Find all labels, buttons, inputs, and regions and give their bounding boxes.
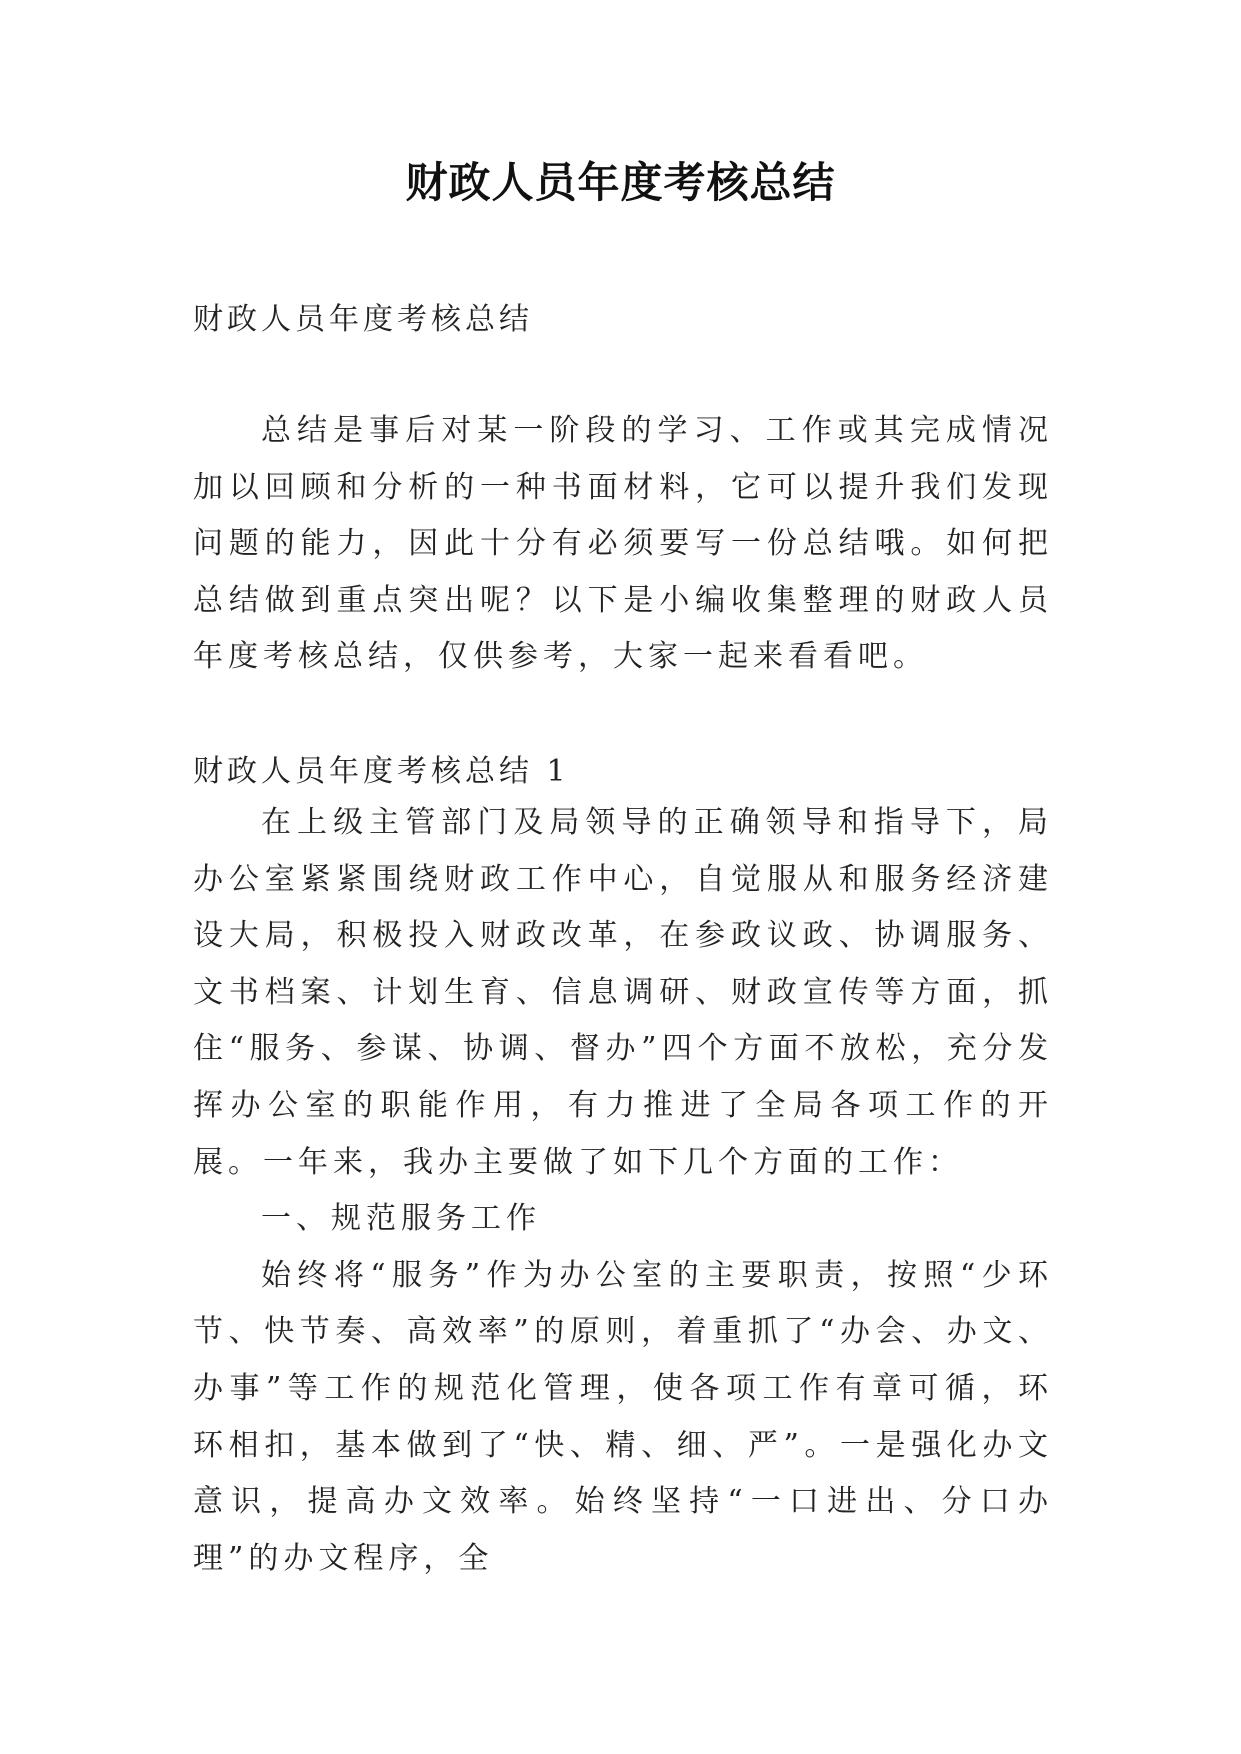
document-title: 财政人员年度考核总结	[405, 158, 836, 207]
body-subheading: 一、规范服务工作	[261, 1201, 541, 1237]
document-subtitle: 财政人员年度考核总结	[193, 302, 533, 337]
body-paragraph: 始终将“服务”作为办公室的主要职责，按照“少环节、快节奏、高效率”的原则，着重抓了“办会、办文、办事”等工作的规范化管理，使各项工作有章可循，环环相扣，基本做到了“快、精、细、严”。一是强化办文意识，提高办文效率。始终坚持“一口进出、分口办理”的办文程序，全	[193, 1257, 1053, 1576]
intro-paragraph: 总结是事后对某一阶段的学习、工作或其完成情况加以回顾和分析的一种书面材料，它可以提升我们发现问题的能力，因此十分有必须要写一份总结哦。如何把总结做到重点突出呢？以下是小编收集整理的财政人员年度考核总结，仅供参考，大家一起来看看吧。	[193, 413, 1053, 675]
section-body	[193, 795, 1053, 1587]
body-paragraph: 在上级主管部门及局领导的正确领导和指导下，局办公室紧紧围绕财政工作中心，自觉服从和服务经济建设大局，积极投入财政改革，在参政议政、协调服务、文书档案、计划生育、信息调研、财政宣传等方面，抓住“服务、参谋、协调、督办”四个方面不放松，充分发挥办公室的职能作用，有力推进了全局各项工作的开展。一年来，我办主要做了如下几个方面的工作：	[193, 805, 1053, 1180]
section-heading: 财政人员年度考核总结 1	[193, 754, 570, 789]
